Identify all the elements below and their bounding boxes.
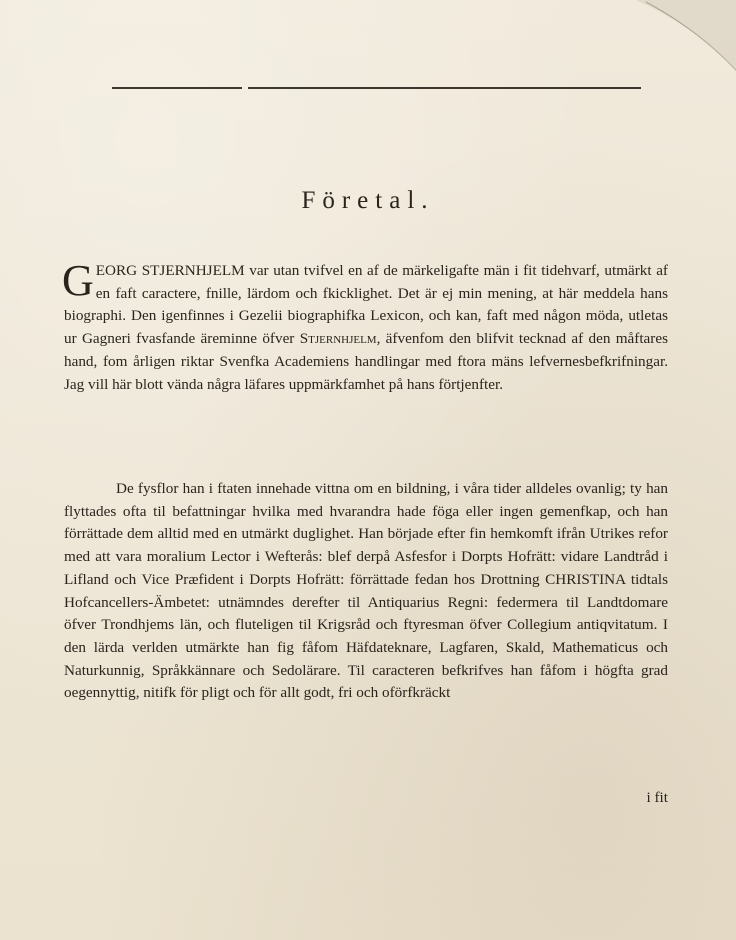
paragraph-1-body: var utan tvifvel en af de märkeligafte män i fit tidehvarf, utmärkt af en faft caractere, fnille, lärdom och fkicklighet. Det är ej min mening, at här meddela hans biographi. Den igenfinnes i Gezelii biographifka Lexicon, och kan, faft med någon möda, utletas ur Gagneri fvasfande äreminne öfver [64, 262, 668, 348]
catchword: i fit [646, 789, 668, 806]
header-rule-left [112, 87, 242, 89]
header-rule-right [248, 87, 641, 89]
drop-cap: G [62, 256, 94, 305]
paragraph-1-end: , äfvenfom den blifvit tecknad af den måftares hand, fom årligen riktar Svenfka Academiens handlingar med ftora mäns lefvernesbefkrifningar. Jag vill här blott vända några läfares uppmärkfamhet på hans förtjenfter. [64, 330, 669, 393]
page-title: Företal. [301, 187, 435, 214]
inline-name: Stjernhjelm [299, 330, 377, 348]
paragraph-2: De fysflor han i ftaten innehade vittna om en bildning, i våra tider alldeles ovanlig; ty han flyttades ofta til befattningar hvilka med hvarandra hade föga eller ingen gemenfkap, och han förrättade dem alltid med en utmärkt duglighet. Han började efter fin hemkomft ifrån Utrikes refor med att vara moralium Lector i Wefterås: blef derpå Asfesfor i Dorpts Hofrätt: vidare Landtråd i Lifland och Vice Præfident i Dorpts Hofrätt: förrättade fedan hos Drottning CHRISTINA tidtals Hofcancellers-Ämbetet: utnämndes derefter til Antiquarius Regni: federmera til Landtdomare öfver Trondhjems län, och fluteligen til Krigsråd och ftyresman öfver Collegium antiqvitatum. I den lärda verlden utmärkte han fig fåfom Häfdateknare, Lagfaren, Skald, Mathematicus och Naturkunnig, Språkkännare och Sedolärare. Til caracteren befkrifves han fåfom i högfta grad oegennyttig, nitifk för pligt och för allt godt, fri och oförfkräckt [64, 480, 668, 702]
paragraph-1 [62, 256, 669, 396]
page-fold-shadow [576, 0, 736, 160]
lead-name: EORG STJERNHJELM [95, 262, 245, 279]
